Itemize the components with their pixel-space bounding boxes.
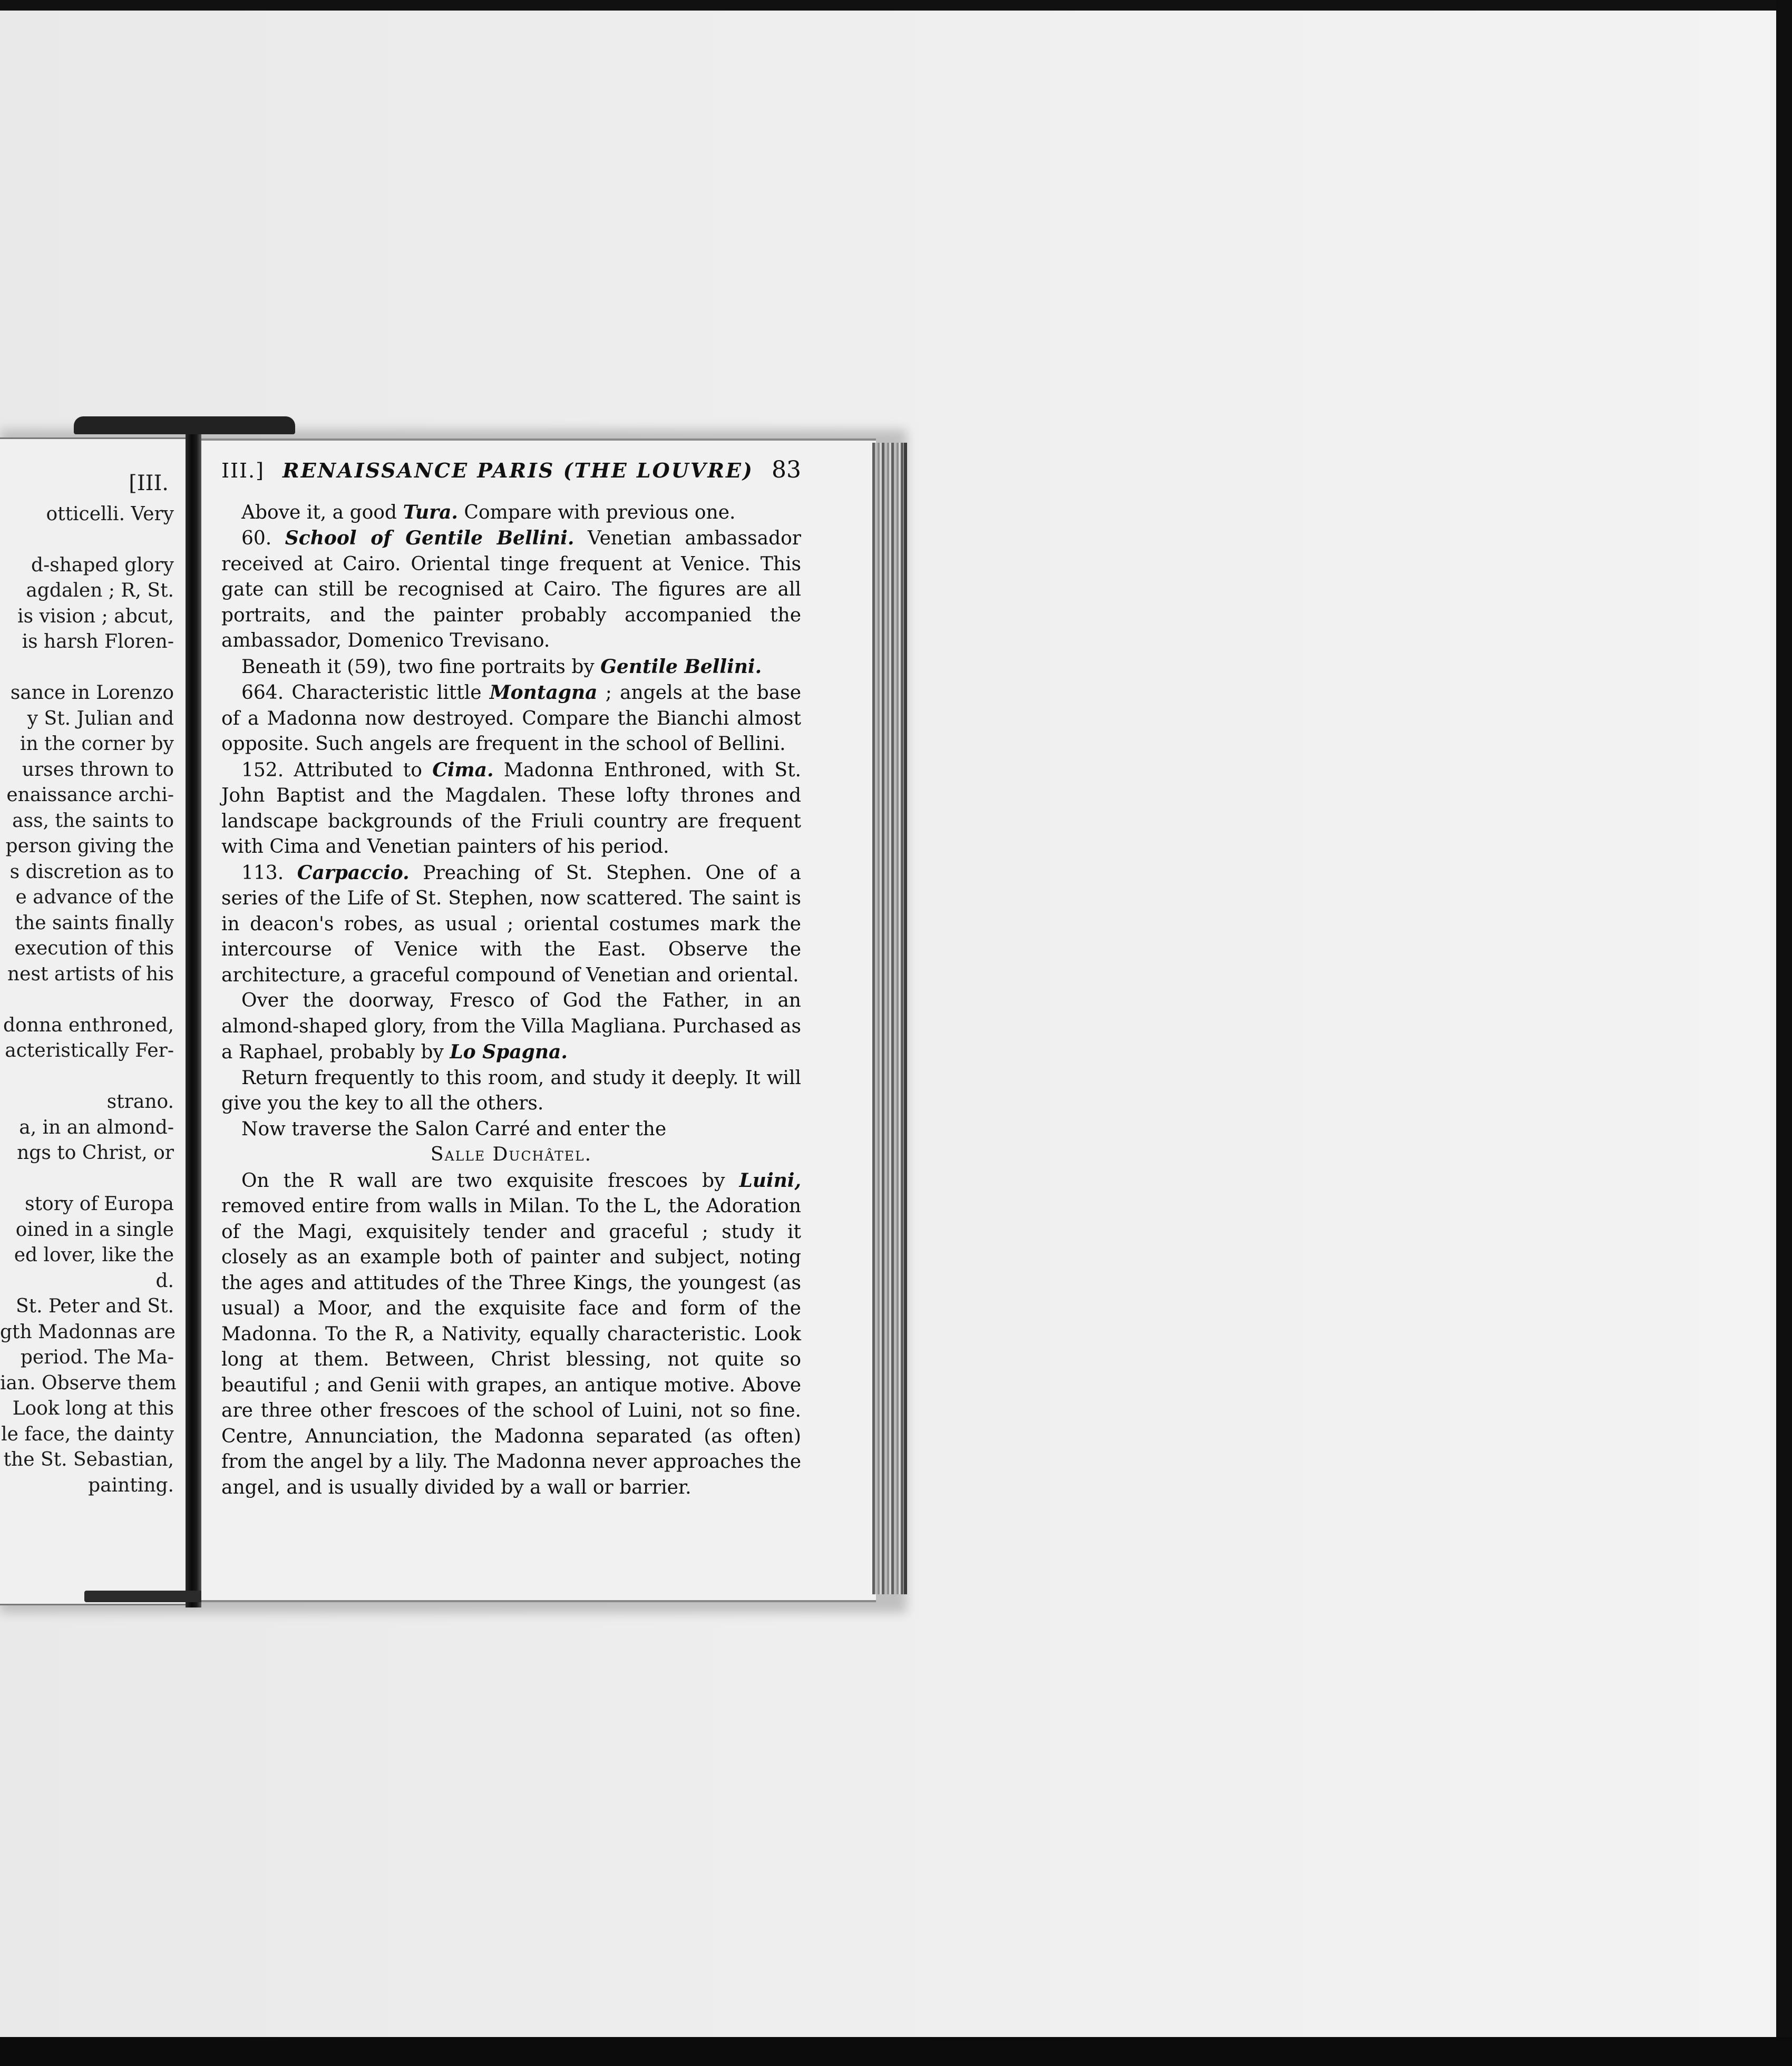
book-gutter: [186, 422, 201, 1607]
left-line: ed lover, like the: [14, 1244, 174, 1266]
left-page: [0, 437, 190, 1605]
left-line: gth Madonnas are: [0, 1321, 176, 1343]
left-line: urses thrown to: [22, 758, 174, 781]
chapter-marker: III.]: [221, 459, 265, 482]
paragraph-60: 60. School of Gentile Bellini. Venetian ambassador received at Cairo. Oriental tinge frequent at Venice. This gate can still be recognised at Cairo. The figures are all portraits, and the painter probably accompanied the ambassador, Domenico Trevisano.: [221, 527, 801, 651]
left-line: acteristically Fer-: [5, 1040, 174, 1061]
left-line: [0, 527, 174, 553]
left-line: s discretion as to: [9, 861, 174, 883]
left-line: [0, 655, 174, 681]
scan-border-top: [0, 0, 1792, 11]
left-line: [0, 987, 174, 1013]
left-line: e advance of the: [15, 886, 174, 908]
section-heading: Salle Duchâtel.: [430, 1144, 592, 1165]
running-head: [221, 457, 801, 484]
left-line: d-shaped glory: [31, 554, 174, 576]
left-line: is vision ; abcut,: [17, 605, 174, 627]
left-line: a, in an almond-: [19, 1116, 174, 1138]
left-line: is harsh Floren-: [22, 631, 174, 652]
scan-border-bottom: [0, 2037, 1792, 2066]
left-line: ngs to Christ, or: [17, 1142, 174, 1164]
left-page-lines: [0, 502, 177, 1499]
paragraph-traverse: Now traverse the Salon Carré and enter the: [241, 1118, 667, 1140]
paragraph-664: 664. Characteristic little Montagna ; angels at the base of a Madonna now destroyed. Compare the Bianchi almost opposite. Such angels are frequent in the school of Bellini.: [221, 681, 801, 755]
left-line: donna enthroned,: [3, 1014, 174, 1036]
paragraph-doorway: Over the doorway, Fresco of God the Father, in an almond-shaped glory, from the Villa Magliana. Purchased as a Raphael, probably by Lo Spagna.: [221, 990, 801, 1063]
scan-border-right: [1776, 0, 1792, 2066]
paragraph-luini: On the R wall are two exquisite frescoes by Luini, removed entire from walls in Milan. To the L, the Adoration of the Magi, exquisitely tender and graceful ; study it closely as an example both of painter and subject, noting the ages and attitudes of the Three Kings, the youngest (as usual) a Moor, and the exquisite face and form of the Madonna. To the R, a Nativity, equally characteristic. Look long at them. Between, Christ blessing, not quite so beautiful ; and Genii with grapes, an antique motive. Above are three other frescoes of the school of Luini, not so fine. Centre, Annunciation, the Madonna separated (as often) from the angel by a lily. The Madonna never approaches the angel, and is usually divided by a wall or barrier.: [221, 1169, 801, 1498]
left-line: ian. Observe them: [0, 1372, 177, 1394]
left-line: agdalen ; R, St.: [26, 580, 174, 601]
right-page-text: [221, 457, 801, 1500]
paragraph-59: Beneath it (59), two fine portraits by Gentile Bellini.: [241, 655, 762, 678]
running-title: RENAISSANCE PARIS (THE LOUVRE): [283, 459, 754, 482]
paragraph-tura: Above it, a good Tura. Compare with previous one.: [241, 501, 736, 523]
left-line: d.: [155, 1270, 174, 1292]
left-line: Look long at this: [12, 1398, 174, 1419]
left-line: y St. Julian and: [27, 707, 174, 729]
left-line: in the corner by: [20, 733, 174, 755]
page-edges: [872, 443, 907, 1594]
left-line: nest artists of his: [7, 963, 174, 985]
left-line: period. The Ma-: [20, 1347, 174, 1368]
paragraph-152: 152. Attributed to Cima. Madonna Enthroned, with St. John Baptist and the Magdalen. These lofty thrones and landscape backgrounds of the Friuli country are frequent with Cima and Venetian painters of his period.: [221, 758, 801, 857]
left-running-head: [III.: [129, 471, 169, 495]
left-line: oined in a single: [15, 1219, 174, 1241]
left-line: [0, 1166, 174, 1192]
left-line: person giving the: [5, 835, 174, 857]
left-line: strano.: [106, 1091, 174, 1113]
page-number: 83: [771, 456, 801, 483]
left-line: [0, 1064, 174, 1090]
left-line: the saints finally: [15, 912, 174, 934]
left-line: the St. Sebastian,: [3, 1449, 174, 1470]
ribbon-tab-top: [74, 416, 295, 434]
left-line: painting.: [88, 1474, 174, 1496]
left-line: enaissance archi-: [6, 784, 174, 806]
left-page-text: [0, 471, 177, 1498]
left-line: otticelli. Very: [46, 503, 174, 525]
paragraph-return: Return frequently to this room, and study it deeply. It will give you the key to all the others.: [221, 1067, 801, 1114]
left-line: execution of this: [14, 938, 174, 959]
left-line: le face, the dainty: [1, 1423, 174, 1445]
paragraph-113: 113. Carpaccio. Preaching of St. Stephen. One of a series of the Life of St. Stephen, now scattered. The saint is in deacon's robes, as usual ; oriental costumes mark the intercourse of Venice with the East. Observe the architecture, a graceful compound of Venetian and oriental.: [221, 861, 801, 986]
left-line: ass, the saints to: [12, 810, 174, 832]
left-line: St. Peter and St.: [15, 1295, 174, 1317]
left-line: story of Europa: [25, 1193, 174, 1215]
book-photo: [0, 416, 917, 1607]
left-line: sance in Lorenzo: [10, 682, 174, 704]
